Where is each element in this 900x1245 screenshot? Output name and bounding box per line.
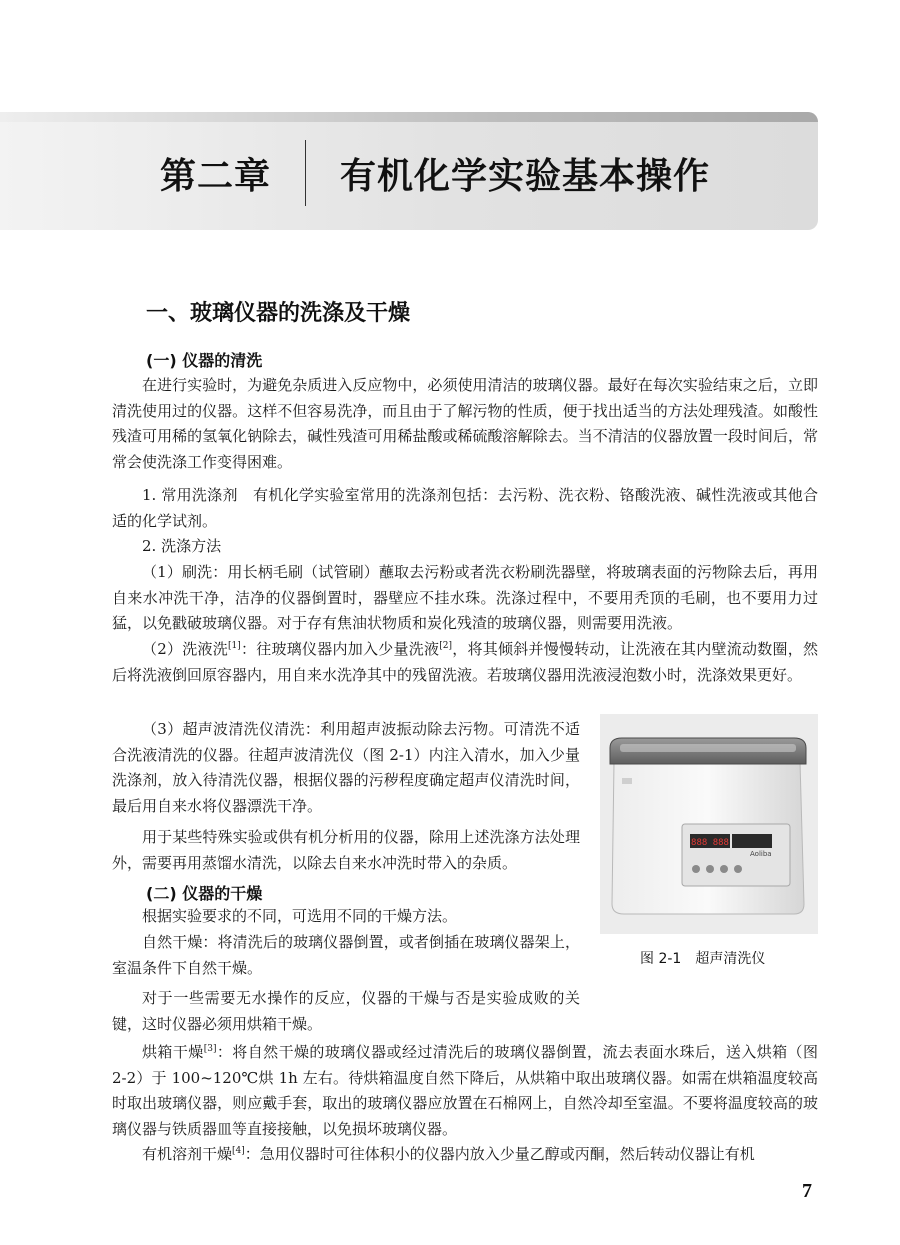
panel-display-digits: 888 888 [691,838,729,848]
paragraph-intro: 在进行实验时，为避免杂质进入反应物中，必须使用清洁的玻璃仪器。最好在每次实验结束之后，立即清洗使用过的仪器。这样不但容易洗净，而且由于了解污物的性质，便于找出适当的方法处理残渣。如酸性残渣可用稀的氢氧化钠除去，碱性残渣可用稀盐酸或稀硫酸溶解除去。当不清洁的仪器放置一段时间后，常常会使洗涤工作变得困难。 [112,376,818,471]
solvent-text-a: 有机溶剂干燥 [142,1145,233,1163]
paragraph-solution-wash [112,637,818,688]
paragraph-natural-dry: 自然干燥：将清洗后的玻璃仪器倒置，或者倒插在玻璃仪器架上，室温条件下自然干燥。 [112,933,580,977]
oven-text-a: 烘箱干燥 [142,1043,204,1061]
solvent-text-b: ：急用仪器时可往体积小的仪器内放入少量乙醇或丙酮，然后转动仪器让有机 [244,1145,755,1163]
paragraph-method-heading: 2. 洗涤方法 [142,537,222,555]
footnote-ref-2: [2] [439,641,453,651]
subsection-heading-cleaning: (一) 仪器的清洗 [146,351,263,370]
banner-top-stripe [0,112,818,122]
ultrasonic-cleaner-figure [600,714,818,934]
chapter-title: 有机化学实验基本操作 [340,156,711,197]
section-heading: 一、玻璃仪器的洗涤及干燥 [146,301,411,326]
paragraph-dry-intro: 根据实验要求的不同，可选用不同的干燥方法。 [142,907,458,925]
solution-text-c: ，将其倾斜并慢慢转动，让洗液在其内壁流动数圈，然后将洗液倒回原容器内，用自来水洗净其中的残留洗液。若玻璃仪器用洗液浸泡数小时，洗涤效果更好。 [112,640,818,684]
solution-text-a: （2）洗液洗 [142,640,229,658]
ultrasonic-cleaner-illustration [600,714,818,934]
subsection-heading-drying: (二) 仪器的干燥 [146,884,263,903]
page-number: 7 [802,1180,812,1202]
paragraph-solvent-dry [112,1142,818,1168]
chapter-number: 第二章 [160,156,272,197]
footnote-ref-1: [1] [228,641,241,651]
paragraph-oven-dry [112,1040,818,1142]
paragraph-ultrasonic: （3）超声波清洗仪清洗：利用超声波振动除去污物。可清洗不适合洗液清洗的仪器。往超声波清洗仪（图 2-1）内注入清水，加入少量洗涤剂，放入待清洗仪器，根据仪器的污秽程度确定超声仪清洗时间，最后用自来水将仪器漂洗干净。 [112,720,580,815]
footnote-ref-4: [4] [232,1146,245,1156]
paragraph-brush-wash: （1）刷洗：用长柄毛刷（试管刷）蘸取去污粉或者洗衣粉刷洗器壁，将玻璃表面的污物除去后，再用自来水冲洗干净，洁净的仪器倒置时，器壁应不挂水珠。洗涤过程中，不要用秃顶的毛刷，也不要用力过猛，以免戳破玻璃仪器。对于存有焦油状物质和炭化残渣的玻璃仪器，则需要用洗液。 [112,563,818,632]
panel-brand-label: Aoliba [750,850,772,858]
footnote-ref-3: [3] [203,1044,217,1054]
paragraph-distilled-water: 用于某些特殊实验或供有机分析用的仪器，除用上述洗涤方法处理外，需要再用蒸馏水清洗，以除去自来水冲洗时带入的杂质。 [112,828,580,872]
oven-text-b: ：将自然干燥的玻璃仪器或经过清洗后的玻璃仪器倒置，流去表面水珠后，送入烘箱（图 2-2）于 100~120℃烘 1h 左右。待烘箱温度自然下降后，从烘箱中取出玻璃仪器。如需在烘箱温度较高时取出玻璃仪器，则应戴手套，取出的玻璃仪器应放置在石棉网上，自然冷却至室温。不要将温度较高的玻璃仪器与铁质器皿等直接接触，以免损坏玻璃仪器。 [112,1043,818,1138]
chapter-divider [305,140,306,206]
paragraph-anhydrous: 对于一些需要无水操作的反应，仪器的干燥与否是实验成败的关键，这时仪器必须用烘箱干燥。 [112,989,580,1033]
paragraph-detergent: 1. 常用洗涤剂 有机化学实验室常用的洗涤剂包括：去污粉、洗衣粉、铬酸洗液、碱性洗液或其他合适的化学试剂。 [112,486,818,530]
solution-text-b: ：往玻璃仪器内加入少量洗液 [240,640,440,658]
figure-caption: 图 2-1 超声清洗仪 [640,951,766,967]
